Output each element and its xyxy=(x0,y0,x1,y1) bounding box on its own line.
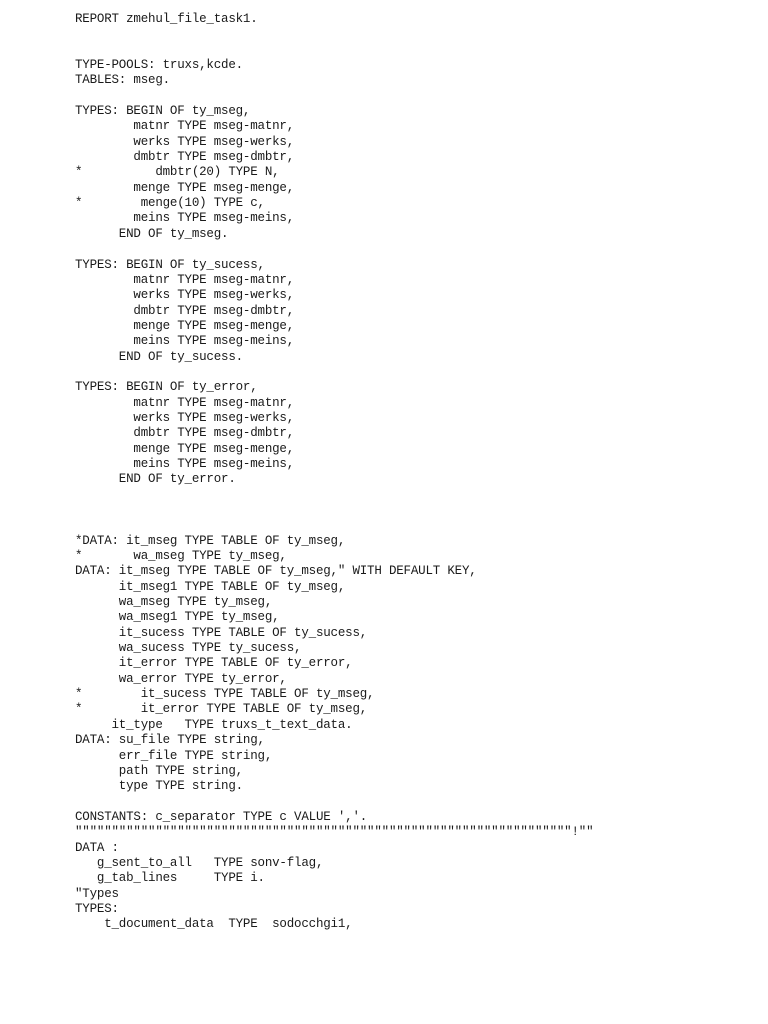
code-line: "Types xyxy=(75,886,119,901)
code-line: matnr TYPE mseg-matnr, xyxy=(75,272,295,287)
code-line: *DATA: it_mseg TYPE TABLE OF ty_mseg, xyxy=(75,533,346,548)
code-line: path TYPE string, xyxy=(75,763,243,778)
code-line xyxy=(75,503,593,518)
code-line: g_sent_to_all TYPE sonv-flag, xyxy=(75,855,324,870)
code-line: matnr TYPE mseg-matnr, xyxy=(75,395,295,410)
code-line: END OF ty_error. xyxy=(75,472,236,487)
abap-source-code xyxy=(75,12,593,933)
code-line: TYPE-POOLS: truxs,kcde. xyxy=(75,58,243,73)
code-line: dmbtr TYPE mseg-dmbtr, xyxy=(75,150,295,165)
code-line: t_document_data TYPE sodocchgi1, xyxy=(75,917,353,932)
code-line: dmbtr TYPE mseg-dmbtr, xyxy=(75,303,295,318)
code-line: END OF ty_sucess. xyxy=(75,349,243,364)
code-line: it_mseg1 TYPE TABLE OF ty_mseg, xyxy=(75,579,346,594)
code-line xyxy=(75,43,593,58)
code-line: menge TYPE mseg-menge, xyxy=(75,180,295,195)
code-line: meins TYPE mseg-meins, xyxy=(75,456,295,471)
code-line: DATA : xyxy=(75,840,119,855)
code-line: it_error TYPE TABLE OF ty_error, xyxy=(75,656,353,671)
code-line: dmbtr TYPE mseg-dmbtr, xyxy=(75,426,295,441)
code-line: TYPES: xyxy=(75,901,119,916)
code-line xyxy=(75,488,593,503)
code-line: wa_sucess TYPE ty_sucess, xyxy=(75,641,302,656)
code-line: matnr TYPE mseg-matnr, xyxy=(75,119,295,134)
code-line: * it_sucess TYPE TABLE OF ty_mseg, xyxy=(75,687,375,702)
code-line xyxy=(75,365,593,380)
code-line: DATA: it_mseg TYPE TABLE OF ty_mseg," WITH DEFAULT KEY, xyxy=(75,564,477,579)
code-line: * wa_mseg TYPE ty_mseg, xyxy=(75,549,287,564)
code-line: """"""""""""""""""""""""""""""""""""""""""""""""""""""""""""""""""""!"" xyxy=(75,825,594,840)
code-line: meins TYPE mseg-meins, xyxy=(75,211,295,226)
code-line: type TYPE string. xyxy=(75,779,243,794)
code-line: DATA: su_file TYPE string, xyxy=(75,733,265,748)
code-line: werks TYPE mseg-werks, xyxy=(75,288,295,303)
code-line xyxy=(75,27,593,42)
code-line xyxy=(75,795,593,810)
code-line: meins TYPE mseg-meins, xyxy=(75,334,295,349)
code-line: CONSTANTS: c_separator TYPE c VALUE ','. xyxy=(75,809,368,824)
code-line: werks TYPE mseg-werks, xyxy=(75,410,295,425)
code-line: * dmbtr(20) TYPE N, xyxy=(75,165,280,180)
code-line: TYPES: BEGIN OF ty_mseg, xyxy=(75,104,251,119)
code-line: g_tab_lines TYPE i. xyxy=(75,871,265,886)
code-line: err_file TYPE string, xyxy=(75,748,273,763)
code-line: * it_error TYPE TABLE OF ty_mseg, xyxy=(75,702,368,717)
code-line: * menge(10) TYPE c, xyxy=(75,196,265,211)
code-line: wa_mseg TYPE ty_mseg, xyxy=(75,595,273,610)
code-line: TABLES: mseg. xyxy=(75,73,170,88)
code-line: TYPES: BEGIN OF ty_sucess, xyxy=(75,257,265,272)
code-line xyxy=(75,242,593,257)
code-line: menge TYPE mseg-menge, xyxy=(75,318,295,333)
code-line: REPORT zmehul_file_task1. xyxy=(75,12,258,26)
code-line xyxy=(75,89,593,104)
code-line: TYPES: BEGIN OF ty_error, xyxy=(75,380,258,395)
code-line: wa_mseg1 TYPE ty_mseg, xyxy=(75,610,280,625)
code-line: it_type TYPE truxs_t_text_data. xyxy=(75,717,353,732)
code-line: menge TYPE mseg-menge, xyxy=(75,441,295,456)
code-line: wa_error TYPE ty_error, xyxy=(75,671,287,686)
code-line: it_sucess TYPE TABLE OF ty_sucess, xyxy=(75,625,368,640)
code-line: END OF ty_mseg. xyxy=(75,226,229,241)
code-line xyxy=(75,518,593,533)
code-line: werks TYPE mseg-werks, xyxy=(75,134,295,149)
